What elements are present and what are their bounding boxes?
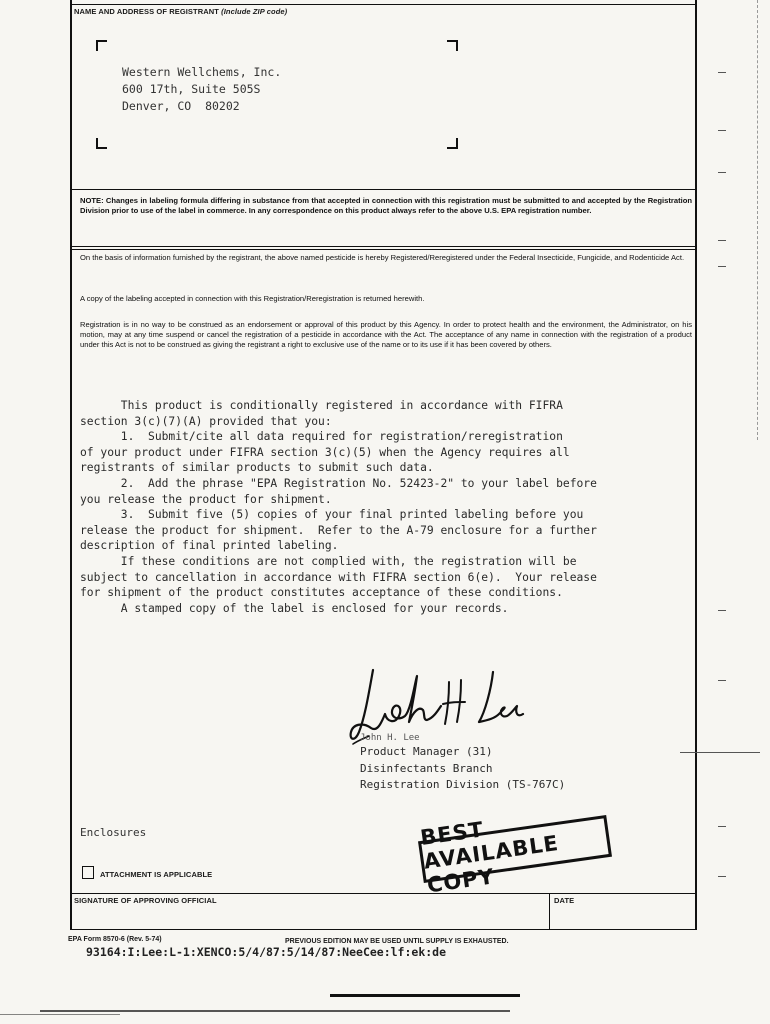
registrant-address [122, 64, 281, 115]
address-corner-bottom-right [447, 138, 458, 149]
signer-title: Product Manager (31) [360, 745, 493, 758]
attachment-label: ATTACHMENT IS APPLICABLE [100, 870, 213, 879]
letter-line: 3. Submit five (5) copies of your final printed labeling before you [80, 508, 584, 522]
note-rule [70, 189, 697, 190]
signature-official-label: SIGNATURE OF APPROVING OFFICIAL [74, 896, 217, 905]
margin-mark [718, 876, 726, 877]
basis-rule-bottom [70, 249, 697, 250]
signer-division: Registration Division (TS-767C) [360, 778, 566, 791]
form-number: EPA Form 8570-6 (Rev. 5-74) [68, 936, 162, 943]
registrant-label: NAME AND ADDRESS OF REGISTRANT (Include ZIP code) [74, 7, 288, 16]
margin-mark [718, 680, 726, 681]
address-corner-bottom-left [96, 138, 107, 149]
letter-line: you release the product for shipment. [80, 492, 332, 506]
margin-mark [718, 240, 726, 241]
attachment-checkbox[interactable] [82, 866, 94, 879]
address-line: Western Wellchems, Inc. [122, 65, 282, 79]
scan-edge [757, 0, 758, 440]
scan-smudge [40, 1010, 510, 1012]
margin-mark [718, 172, 726, 173]
enclosures-label: Enclosures [80, 826, 147, 839]
letter-line: 1. Submit/cite all data required for registration/reregistration [80, 430, 563, 444]
routing-code: 93164:I:Lee:L-1:XENCO:5/4/87:5/14/87:NeeCee:lf:ek:de [86, 945, 447, 959]
margin-mark [718, 610, 726, 611]
margin-mark [680, 752, 760, 753]
letter-line: This product is conditionally registered in accordance with FIFRA [80, 399, 563, 412]
basis-rule-top [70, 246, 697, 247]
signer-name: John H. Lee [360, 733, 420, 743]
letter-line: registrants of similar products to submit such data. [80, 461, 434, 475]
address-corner-top-left [96, 40, 107, 51]
registration-disclaimer: Registration is in no way to be construed as an endorsement or approval of this product by this Agency. In order to protect health and the environment, the Administrator, on his motion, may at any time suspend or cancel the registration of a pesticide in accordance with the Act. The acceptance of any name in connection with the registration of a product under this Act is not to be construed as giving the registrant a right to exclusive use of the name or to its use if it has been covered by others. [80, 320, 692, 350]
letter-line: 2. Add the phrase "EPA Registration No. 52423-2" to your label before [80, 476, 597, 490]
form-bottom-rule [70, 929, 697, 930]
signer-branch: Disinfectants Branch [360, 761, 493, 775]
letter-line: section 3(c)(7)(A) provided that you: [80, 414, 332, 428]
letter-line: description of final printed labeling. [80, 539, 339, 553]
letter-body [80, 398, 597, 616]
copy-note: A copy of the labeling accepted in connection with this Registration/Reregistration is returned herewith. [80, 294, 425, 303]
letter-line: for shipment of the product constitutes acceptance of these conditions. [80, 586, 563, 600]
registration-basis: On the basis of information furnished by the registrant, the above named pesticide is hereby Registered/Reregistered under the Federal Insecticide, Fungicide, and Rodenticide Act. [80, 253, 685, 262]
signature-row-rule-top [70, 893, 697, 894]
scan-smudge [0, 1014, 120, 1015]
margin-mark [718, 130, 726, 131]
margin-mark [718, 266, 726, 267]
letter-line: A stamped copy of the label is enclosed for your records. [80, 601, 509, 615]
labeling-note: NOTE: Changes in labeling formula differing in substance from that accepted in connection with this registration must be submitted to and accepted by the Registration Division prior to use of the label in commerce. In any correspondence on this product always refer to the above U.S. EPA registration number. [80, 196, 692, 216]
previous-edition-note: PREVIOUS EDITION MAY BE USED UNTIL SUPPLY IS EXHAUSTED. [285, 938, 509, 945]
margin-mark [718, 826, 726, 827]
date-divider [549, 893, 550, 929]
letter-line: If these conditions are not complied with, the registration will be [80, 554, 577, 568]
address-line: 600 17th, Suite 505S [122, 82, 261, 96]
best-available-copy-stamp: BEST AVAILABLE COPY [418, 815, 612, 883]
scan-smudge [330, 994, 520, 997]
address-line: Denver, CO 80202 [122, 99, 240, 113]
address-corner-top-right [447, 40, 458, 51]
top-rule [70, 4, 697, 5]
signature-block [360, 732, 565, 794]
letter-line: of your product under FIFRA section 3(c)(5) when the Agency requires all [80, 445, 570, 459]
letter-line: release the product for shipment. Refer to the A-79 enclosure for a further [80, 523, 597, 537]
date-label: DATE [554, 896, 575, 905]
letter-line: subject to cancellation in accordance with FIFRA section 6(e). Your release [80, 570, 597, 584]
margin-mark [718, 72, 726, 73]
